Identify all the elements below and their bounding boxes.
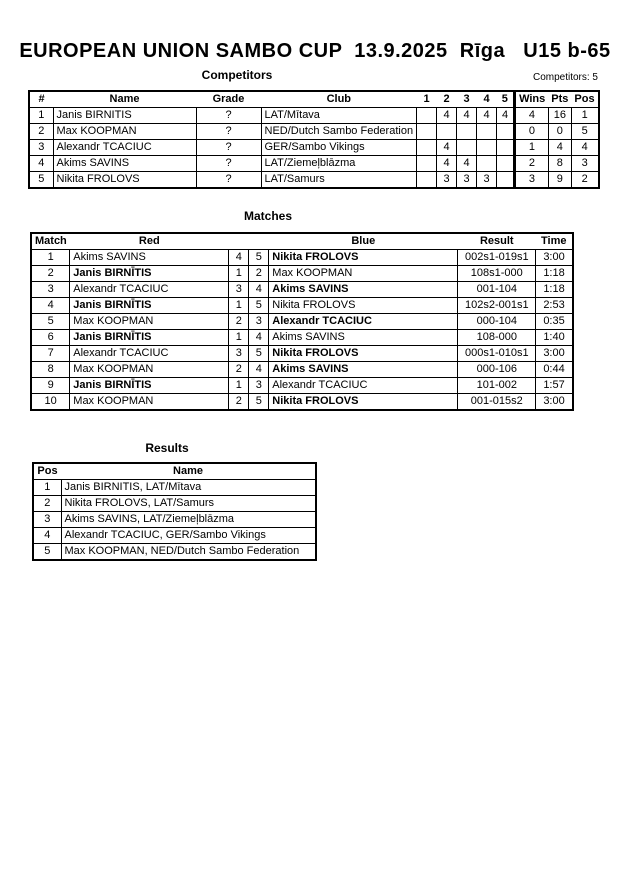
competitor-row	[29, 108, 599, 124]
score-vs-4	[477, 124, 497, 140]
red-fighter-name: Max KOOPMAN	[70, 394, 229, 411]
competitor-club	[261, 124, 417, 140]
club-label: LAT/Ziemeļblāzma	[264, 157, 356, 169]
club-label: NED/Dutch Sambo Federation	[264, 125, 414, 137]
red-fighter-name: Janis BIRNĪTIS	[70, 266, 229, 282]
competitor-grade: ?	[196, 172, 261, 189]
competitors-header-row	[29, 91, 599, 108]
result-pos: 2	[33, 496, 61, 512]
competitor-number: 2	[29, 124, 53, 140]
match-number: 2	[31, 266, 70, 282]
blue-fighter-name: Nikita FROLOVS	[269, 394, 458, 411]
matches-section-title: Matches	[243, 209, 293, 223]
result-row	[33, 544, 316, 561]
col-header-wins: Wins	[515, 91, 549, 108]
competitor-name: Akims SAVINS	[53, 156, 196, 172]
competitor-name: Max KOOPMAN	[53, 124, 196, 140]
match-result: 000-104	[458, 314, 536, 330]
competitor-grade: ?	[196, 156, 261, 172]
competitor-pts: 0	[548, 124, 571, 140]
red-fighter-name: Janis BIRNĪTIS	[70, 298, 229, 314]
page-title: EUROPEAN UNION SAMBO CUP 13.9.2025 Rīga U15 b-65	[19, 40, 611, 62]
match-number: 7	[31, 346, 70, 362]
match-row	[31, 362, 573, 378]
match-time: 3:00	[536, 346, 573, 362]
competitor-row	[29, 140, 599, 156]
match-result: 101-002	[458, 378, 536, 394]
col-header-time: Time	[536, 233, 573, 250]
red-fighter-number: 2	[229, 362, 249, 378]
match-result: 001-104	[458, 282, 536, 298]
score-vs-3	[457, 124, 477, 140]
match-time: 0:44	[536, 362, 573, 378]
score-vs-3: 3	[457, 172, 477, 189]
result-name: Nikita FROLOVS, LAT/Samurs	[61, 496, 316, 512]
results-section-title: Results	[145, 441, 189, 455]
match-result: 102s2-001s1	[458, 298, 536, 314]
match-row	[31, 378, 573, 394]
red-fighter-number: 4	[229, 250, 249, 266]
competitor-grade: ?	[196, 108, 261, 124]
competitor-club	[261, 172, 417, 189]
competitor-wins: 4	[515, 108, 549, 124]
score-vs-1	[417, 140, 437, 156]
result-name: Max KOOPMAN, NED/Dutch Sambo Federation	[61, 544, 316, 561]
blue-fighter-name: Nikita FROLOVS	[269, 346, 458, 362]
competitor-club	[261, 108, 417, 124]
club-label: GER/Sambo Vikings	[264, 141, 365, 153]
match-time: 3:00	[536, 394, 573, 411]
competitor-club	[261, 140, 417, 156]
match-row	[31, 394, 573, 411]
score-vs-2: 3	[437, 172, 457, 189]
score-vs-2: 4	[437, 140, 457, 156]
match-row	[31, 298, 573, 314]
score-vs-3: 4	[457, 108, 477, 124]
col-header-red: Red	[70, 233, 229, 250]
col-header-pts: Pts	[548, 91, 571, 108]
blue-fighter-number: 5	[249, 394, 269, 411]
red-fighter-name: Akims SAVINS	[70, 250, 229, 266]
competitor-number: 1	[29, 108, 53, 124]
col-header-5: 5	[497, 91, 515, 108]
result-row	[33, 480, 316, 496]
result-name: Janis BIRNITIS, LAT/Mītava	[61, 480, 316, 496]
competitor-wins: 2	[515, 156, 549, 172]
red-fighter-number: 3	[229, 282, 249, 298]
competitor-row	[29, 124, 599, 140]
competitor-pts: 9	[548, 172, 571, 189]
col-header-3: 3	[457, 91, 477, 108]
match-number: 8	[31, 362, 70, 378]
club-label: LAT/Mītava	[264, 109, 320, 121]
result-name: Akims SAVINS, LAT/Ziemeļblāzma	[61, 512, 316, 528]
score-vs-2: 4	[437, 108, 457, 124]
col-header-result: Result	[458, 233, 536, 250]
competitor-pts: 8	[548, 156, 571, 172]
competitor-pts: 4	[548, 140, 571, 156]
red-fighter-number: 1	[229, 266, 249, 282]
score-vs-4: 4	[477, 108, 497, 124]
blue-fighter-name: Alexandr TCACIUC	[269, 378, 458, 394]
competitors-count: Competitors: 5	[532, 72, 598, 83]
match-result: 000-106	[458, 362, 536, 378]
results-table	[32, 462, 317, 561]
red-fighter-name: Alexandr TCACIUC	[70, 282, 229, 298]
match-number: 9	[31, 378, 70, 394]
score-vs-5	[497, 172, 515, 189]
blue-fighter-number: 5	[249, 346, 269, 362]
blue-fighter-name: Akims SAVINS	[269, 362, 458, 378]
competitor-number: 5	[29, 172, 53, 189]
competitor-wins: 3	[515, 172, 549, 189]
col-header-club: Club	[261, 91, 417, 108]
blue-fighter-number: 2	[249, 266, 269, 282]
red-fighter-name: Alexandr TCACIUC	[70, 346, 229, 362]
blue-fighter-name: Alexandr TCACIUC	[269, 314, 458, 330]
match-number: 1	[31, 250, 70, 266]
match-row	[31, 346, 573, 362]
match-time: 1:18	[536, 266, 573, 282]
score-vs-2: 4	[437, 156, 457, 172]
col-header-name: Name	[61, 463, 316, 480]
col-header-name: Name	[53, 91, 196, 108]
competitor-pos: 5	[571, 124, 598, 140]
match-number: 3	[31, 282, 70, 298]
competitor-grade: ?	[196, 140, 261, 156]
match-row	[31, 330, 573, 346]
match-time: 1:40	[536, 330, 573, 346]
competitors-section-title: Competitors	[201, 68, 273, 82]
match-number: 5	[31, 314, 70, 330]
blue-fighter-number: 3	[249, 378, 269, 394]
col-header-pos: Pos	[571, 91, 598, 108]
competitor-pts: 16	[548, 108, 571, 124]
red-fighter-number: 2	[229, 394, 249, 411]
result-pos: 1	[33, 480, 61, 496]
matches-header-row	[31, 233, 573, 250]
blue-fighter-name: Max KOOPMAN	[269, 266, 458, 282]
col-header-1: 1	[417, 91, 437, 108]
score-vs-5: 4	[497, 108, 515, 124]
red-fighter-number: 2	[229, 314, 249, 330]
result-row	[33, 512, 316, 528]
col-header-number: #	[29, 91, 53, 108]
result-row	[33, 528, 316, 544]
blue-fighter-number: 5	[249, 250, 269, 266]
competitor-wins: 0	[515, 124, 549, 140]
match-result: 108s1-000	[458, 266, 536, 282]
matches-table	[30, 232, 574, 411]
red-fighter-name: Janis BIRNĪTIS	[70, 330, 229, 346]
score-vs-1	[417, 172, 437, 189]
col-header-2: 2	[437, 91, 457, 108]
result-pos: 5	[33, 544, 61, 561]
blue-fighter-number: 3	[249, 314, 269, 330]
competitor-club	[261, 156, 417, 172]
competitor-pos: 2	[571, 172, 598, 189]
results-header-row	[33, 463, 316, 480]
competitor-row	[29, 172, 599, 189]
match-result: 002s1-019s1	[458, 250, 536, 266]
red-fighter-name: Max KOOPMAN	[70, 362, 229, 378]
red-fighter-name: Max KOOPMAN	[70, 314, 229, 330]
score-vs-4	[477, 156, 497, 172]
blue-fighter-name: Nikita FROLOVS	[269, 298, 458, 314]
match-result: 000s1-010s1	[458, 346, 536, 362]
red-fighter-number: 1	[229, 330, 249, 346]
score-vs-2	[437, 124, 457, 140]
blue-fighter-name: Nikita FROLOVS	[269, 250, 458, 266]
score-vs-1	[417, 156, 437, 172]
competitor-wins: 1	[515, 140, 549, 156]
match-time: 2:53	[536, 298, 573, 314]
match-row	[31, 282, 573, 298]
competitor-name: Nikita FROLOVS	[53, 172, 196, 189]
blue-fighter-number: 4	[249, 330, 269, 346]
blue-fighter-number: 5	[249, 298, 269, 314]
competitor-pos: 4	[571, 140, 598, 156]
red-fighter-number: 1	[229, 378, 249, 394]
match-result: 108-000	[458, 330, 536, 346]
match-time: 1:57	[536, 378, 573, 394]
col-header-pos: Pos	[33, 463, 61, 480]
score-vs-4: 3	[477, 172, 497, 189]
red-fighter-number: 3	[229, 346, 249, 362]
col-header-red-num	[229, 233, 249, 250]
competitor-name: Alexandr TCACIUC	[53, 140, 196, 156]
score-vs-5	[497, 156, 515, 172]
score-vs-4	[477, 140, 497, 156]
result-pos: 4	[33, 528, 61, 544]
score-vs-3	[457, 140, 477, 156]
match-row	[31, 250, 573, 266]
col-header-match: Match	[31, 233, 70, 250]
match-number: 10	[31, 394, 70, 411]
match-time: 0:35	[536, 314, 573, 330]
match-time: 1:18	[536, 282, 573, 298]
score-vs-5	[497, 140, 515, 156]
competitor-pos: 3	[571, 156, 598, 172]
match-number: 4	[31, 298, 70, 314]
result-pos: 3	[33, 512, 61, 528]
competitor-number: 3	[29, 140, 53, 156]
match-row	[31, 314, 573, 330]
match-time: 3:00	[536, 250, 573, 266]
blue-fighter-name: Akims SAVINS	[269, 282, 458, 298]
competitor-number: 4	[29, 156, 53, 172]
red-fighter-name: Janis BIRNĪTIS	[70, 378, 229, 394]
red-fighter-number: 1	[229, 298, 249, 314]
col-header-grade: Grade	[196, 91, 261, 108]
blue-fighter-name: Akims SAVINS	[269, 330, 458, 346]
score-vs-5	[497, 124, 515, 140]
competitor-row	[29, 156, 599, 172]
club-label: LAT/Samurs	[264, 173, 325, 185]
score-vs-3: 4	[457, 156, 477, 172]
match-result: 001-015s2	[458, 394, 536, 411]
col-header-blue-num	[249, 233, 269, 250]
result-name: Alexandr TCACIUC, GER/Sambo Vikings	[61, 528, 316, 544]
competitor-name: Janis BIRNITIS	[53, 108, 196, 124]
match-row	[31, 266, 573, 282]
score-vs-1	[417, 124, 437, 140]
blue-fighter-number: 4	[249, 282, 269, 298]
col-header-blue: Blue	[269, 233, 458, 250]
competitors-table	[28, 90, 600, 189]
competitor-grade: ?	[196, 124, 261, 140]
col-header-4: 4	[477, 91, 497, 108]
blue-fighter-number: 4	[249, 362, 269, 378]
competitor-pos: 1	[571, 108, 598, 124]
match-number: 6	[31, 330, 70, 346]
score-vs-1	[417, 108, 437, 124]
result-row	[33, 496, 316, 512]
